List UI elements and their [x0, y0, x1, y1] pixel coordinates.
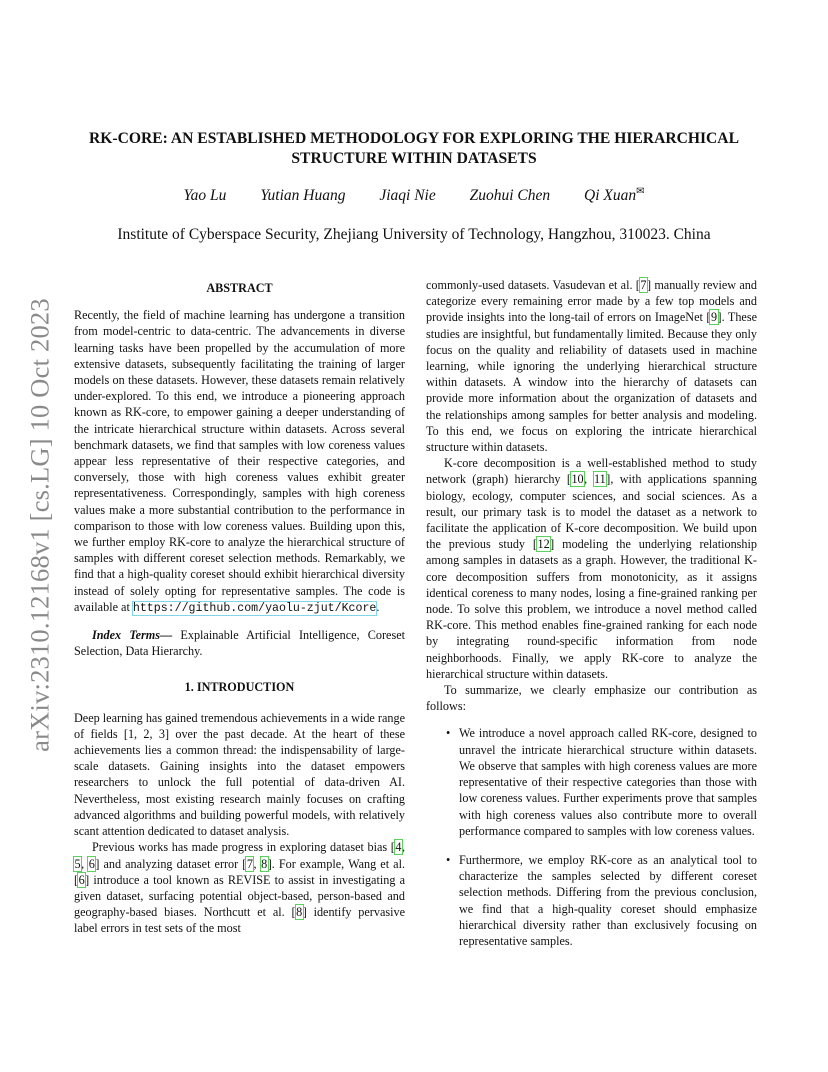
text-run: ]. For example, Wang et al. [	[74, 856, 406, 887]
citation-link[interactable]: 7	[246, 856, 253, 871]
text-run: ,	[81, 856, 89, 871]
text-run: Previous works has made progress in exploring dataset bias [	[92, 840, 395, 855]
author-list	[0, 186, 828, 205]
right-paragraph-1	[426, 277, 757, 455]
introduction-heading: 1. INTRODUCTION	[184, 680, 295, 695]
index-terms	[74, 627, 405, 659]
right-paragraph-3: To summarize, we clearly emphasize our contribution as follows:	[426, 683, 757, 714]
left-column	[74, 280, 405, 937]
citation-link[interactable]: 11	[594, 472, 606, 487]
abstract-end: .	[376, 599, 380, 614]
text-run: ] modeling the underlying relationship among samples in datasets as a graph. However, the traditional K-core decomposition suffers from monotonicity, as it assigns identical coreness to many nodes, losing a fine-grained ranking per node. To solve this problem, we introduce a novel method called RK-core. This method enables fine-grained ranking for each node by integrating round-specific information from node neighborhoods. Finally, we apply RK-core to analyze the hierarchical structure within datasets.	[426, 537, 757, 681]
text-run: ] identify pervasive label errors in test sets of the most	[74, 905, 405, 936]
list-item-text: Furthermore, we employ RK-core as an analytical tool to characterize the samples selected by different coreset selection methods. Differing from the previous conclusion, we find that a high-quality coreset should emphasize hierarchical diversity rather than exclusively focusing on representative samples.	[459, 852, 757, 948]
citation-link[interactable]: 5	[74, 856, 81, 871]
arxiv-identifier-text: arXiv:2310.12168v1 [cs.LG] 10 Oct 2023	[24, 298, 55, 752]
title-line-1: RK-CORE: AN ESTABLISHED METHODOLOGY FOR EXPLORING THE HIERARCHICAL	[89, 130, 739, 147]
author: Zuohui Chen	[469, 187, 551, 205]
citation-link[interactable]: 10	[571, 472, 584, 487]
affiliation: Institute of Cyberspace Security, Zhejiang University of Technology, Hangzhou, 310023. China	[117, 226, 711, 243]
title-line-2: STRUCTURE WITHIN DATASETS	[291, 150, 537, 167]
bullet-icon: •	[446, 852, 451, 867]
citation-link[interactable]: 12	[537, 537, 550, 552]
author: Jiaqi Nie	[379, 187, 436, 205]
text-run: ,	[584, 472, 594, 487]
text-run: ] and analyzing dataset error [	[95, 856, 247, 871]
text-run: ] introduce a tool known as REVISE to assist in investigating a given dataset, surfacing potential object-based, person-based and geography-based biases. Northcutt et al. [	[74, 872, 405, 920]
list-item-text: We introduce a novel approach called RK-core, designed to unravel the intricate hierarchical structure within datasets. We observe that samples with high coreness values are more representative of their respective categories than those with low coreness values. Further experiments prove that samples with high coreness values also contribute more to overall performance compared to samples with low coreness values.	[459, 726, 757, 838]
index-terms-text: Explainable Artificial Intelligence, Coreset Selection, Data Hierarchy.	[74, 628, 405, 659]
citation-link[interactable]: 6	[88, 856, 95, 871]
author-corresponding	[584, 186, 644, 205]
bullet-icon: •	[446, 726, 451, 741]
intro-paragraph-1: Deep learning has gained tremendous achievements in a wide range of fields [1, 2, 3] over the past decade. At the heart of these achievements lies a common thread: the indispensability of large-scale datasets. Gaining insights into the dataset empowers researchers to unlock the full potential of data-driven AI. Nevertheless, most existing research mainly focuses on crafting advanced algorithms and building powerful models, with relatively scant attention dedicated to dataset analysis.	[74, 710, 405, 839]
code-link[interactable]: https://github.com/yaolu-zjut/Kcore	[132, 601, 377, 615]
contribution-list	[426, 725, 757, 949]
citation-link[interactable]: 9	[710, 310, 718, 325]
abstract-body	[74, 307, 405, 617]
intro-paragraph-2	[74, 839, 405, 936]
text-run: ], with applications spanning biology, ecology, computer sciences, and social sciences. As a result, our primary task is to model the dataset as a network to facilitate the application of K-core decomposition. We build upon the previous study [	[426, 472, 758, 552]
list-item	[426, 725, 757, 838]
citation-link[interactable]: 8	[296, 905, 303, 920]
text-run: K-core decomposition is a well-established method to study network (graph) hierarchy [	[426, 456, 757, 487]
right-paragraph-2	[426, 455, 757, 682]
text-run: ]. These studies are insightful, but fundamentally limited. Because they only focus on the quality and reliability of datasets used in machine learning, while ignoring the underlying hierarchical structure within datasets. A window into the hierarchy of datasets can provide more information about the organization of datasets and the relationships among samples for better analysis and modeling. To this end, we focus on exploring the intricate hierarchical structure within datasets.	[426, 310, 757, 455]
envelope-icon: ✉	[636, 186, 645, 197]
author: Yao Lu	[183, 187, 227, 205]
author-name: Qi Xuan	[584, 187, 637, 205]
citation-link[interactable]: 6	[78, 872, 85, 887]
text-run: ] manually review and categorize every remaining error made by a few top models and provide insights into the long-tail of errors on ImageNet [	[426, 278, 757, 325]
text-run: ,	[253, 856, 261, 871]
text-run: ,	[401, 840, 405, 855]
abstract-heading: ABSTRACT	[206, 281, 273, 295]
abstract-text: Recently, the field of machine learning has undergone a transition from model-centric to data-centric. The advancements in diverse learning tasks have been propelled by the accumulation of more extensive datasets, subsequently facilitating the training of larger models on these datasets. However, these datasets remain relatively under-explored. To this end, we introduce a pioneering approach known as RK-core, to empower gaining a deeper understanding of the intricate hierarchical structure within datasets. Across several benchmark datasets, we find that samples with low coreness values appear less representative of their respective categories, and conversely, those with high coreness values exhibit greater representativeness. Correspondingly, samples with high coreness values make a more substantial contribution to the performance in comparison to those with low coreness values. Building upon this, we further employ RK-core to analyze the hierarchical structure of samples with different coreset selection methods. Remarkably, we find that a high-quality coreset should exhibit hierarchical diversity instead of solely opting for representative samples. The code is available at	[74, 308, 405, 614]
citation-link[interactable]: 4	[395, 840, 402, 855]
paper-title	[60, 129, 768, 169]
text-run: commonly-used datasets. Vasudevan et al. [	[426, 278, 640, 292]
right-column	[426, 277, 757, 962]
citation-link[interactable]: 7	[640, 278, 647, 292]
citation-link[interactable]: 8	[261, 856, 268, 871]
list-item	[426, 852, 757, 949]
arxiv-identifier	[24, 290, 56, 760]
author: Yutian Huang	[260, 187, 346, 205]
index-terms-label: Index Terms—	[92, 628, 173, 643]
